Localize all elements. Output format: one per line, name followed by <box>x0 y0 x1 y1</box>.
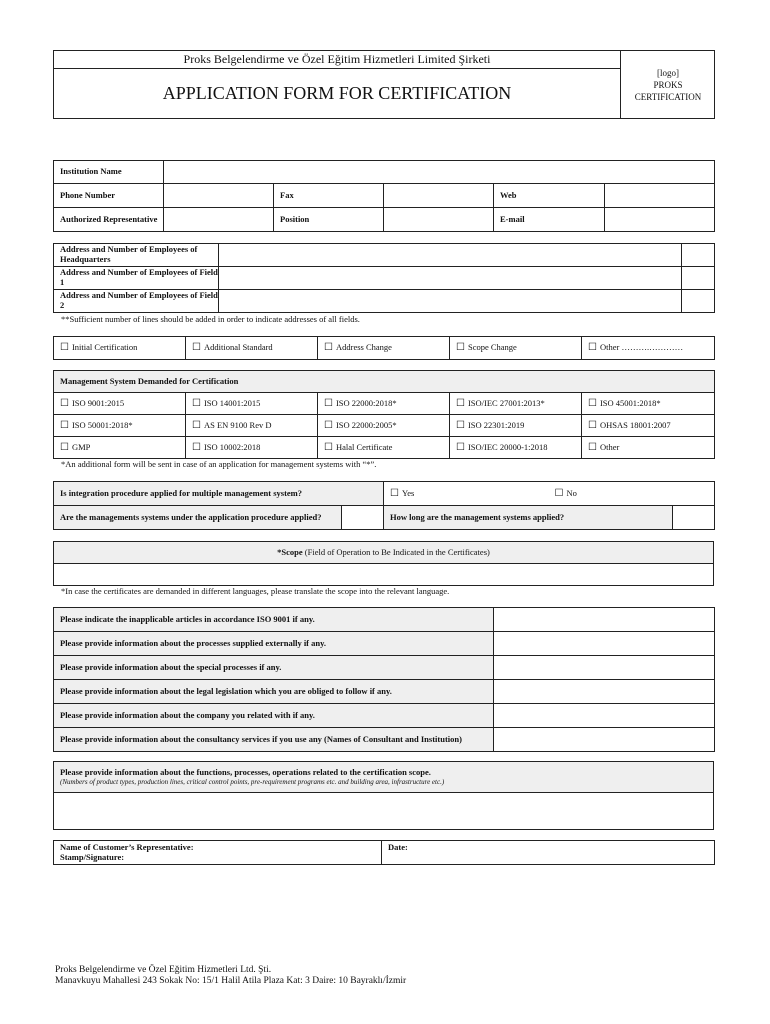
info-request-label: Please indicate the inapplicable articles in accordance ISO 9001 if any. <box>54 608 494 632</box>
integration-table <box>53 481 715 530</box>
checkbox-gmp[interactable]: ☐ GMP <box>54 437 186 459</box>
checkbox-iso-10002[interactable]: ☐ ISO 10002:2018 <box>186 437 318 459</box>
logo-placeholder: [logo] <box>657 68 679 78</box>
checkbox-other-application[interactable]: ☐ Other ……….………… <box>582 337 715 360</box>
phone-field[interactable] <box>164 184 274 208</box>
checkbox-ohsas-18001[interactable]: ☐ OHSAS 18001:2007 <box>582 415 715 437</box>
web-field[interactable] <box>605 184 715 208</box>
applied-answer-field[interactable] <box>342 506 384 530</box>
form-header <box>53 50 715 119</box>
scope-title: *Scope <box>277 546 303 557</box>
checkbox-iso-20000[interactable]: ☐ ISO/IEC 20000-1:2018 <box>450 437 582 459</box>
checkbox-iso-22000-2005[interactable]: ☐ ISO 22000:2005* <box>318 415 450 437</box>
hq-employees-field[interactable] <box>682 244 715 267</box>
representative-signature-cell[interactable] <box>54 841 382 865</box>
info-request-field[interactable] <box>494 680 715 704</box>
checkbox-additional-standard[interactable]: ☐ Additional Standard <box>186 337 318 360</box>
info-requests-table <box>53 607 715 752</box>
scope-field[interactable] <box>54 564 714 586</box>
email-field[interactable] <box>605 208 715 232</box>
checkbox-initial-certification[interactable]: ☐ Initial Certification <box>54 337 186 360</box>
info-request-field[interactable] <box>494 608 715 632</box>
scope-header <box>54 542 714 564</box>
info-request-field[interactable] <box>494 704 715 728</box>
fax-label: Fax <box>274 184 384 208</box>
application-type-table <box>53 336 715 360</box>
checkbox-no[interactable]: ☐ No <box>549 482 715 506</box>
functions-title: Please provide information about the functions, processes, operations related to the certification scope. <box>60 767 431 778</box>
institution-name-label: Institution Name <box>54 161 164 184</box>
footer-address: Manavkuyu Mahallesi 243 Sokak No: 15/1 Halil Atila Plaza Kat: 3 Daire: 10 Bayraklı/İzmir <box>55 976 407 986</box>
checkbox-iso-45001[interactable]: ☐ ISO 45001:2018* <box>582 393 715 415</box>
functions-table <box>53 761 714 830</box>
info-request-field[interactable] <box>494 656 715 680</box>
position-label: Position <box>274 208 384 232</box>
address-table <box>53 243 715 313</box>
field2-address-field[interactable] <box>219 290 682 313</box>
functions-field[interactable] <box>54 793 714 830</box>
customer-representative-label: Name of Customer’s Representative: <box>60 842 194 852</box>
footer-company: Proks Belgelendirme ve Özel Eğitim Hizmetleri Ltd. Şti. <box>55 965 272 975</box>
checkbox-yes[interactable]: ☐ Yes <box>384 482 549 506</box>
hq-address-field[interactable] <box>219 244 682 267</box>
signature-table <box>53 840 715 865</box>
how-long-field[interactable] <box>673 506 715 530</box>
logo-text-2: CERTIFICATION <box>634 92 702 102</box>
scope-table <box>53 541 714 586</box>
functions-subtitle: (Numbers of product types, production lines, critical control points, pre-requirement programs etc. and building area, infrastructure etc.) <box>60 777 445 786</box>
stamp-signature-label: Stamp/Signature: <box>60 851 125 862</box>
checkbox-iso-9001[interactable]: ☐ ISO 9001:2015 <box>54 393 186 415</box>
info-request-label: Please provide information about the company you related with if any. <box>54 704 494 728</box>
hq-address-label: Address and Number of Employees of Headquarters <box>54 244 219 267</box>
checkbox-iso-22301[interactable]: ☐ ISO 22301:2019 <box>450 415 582 437</box>
field1-employees-field[interactable] <box>682 267 715 290</box>
checkbox-other-system[interactable]: ☐ Other <box>582 437 715 459</box>
web-label: Web <box>494 184 605 208</box>
integration-question: Is integration procedure applied for multiple management system? <box>54 482 384 506</box>
info-request-label: Please provide information about the consultancy services if you use any (Names of Consultant and Institution) <box>54 728 494 752</box>
checkbox-halal[interactable]: ☐ Halal Certificate <box>318 437 450 459</box>
checkbox-as-en-9100[interactable]: ☐ AS EN 9100 Rev D <box>186 415 318 437</box>
management-systems-table <box>53 370 715 459</box>
institution-table <box>53 160 715 232</box>
info-request-field[interactable] <box>494 632 715 656</box>
company-name: Proks Belgelendirme ve Özel Eğitim Hizmetleri Limited Şirketi <box>54 51 620 69</box>
checkbox-iso-50001[interactable]: ☐ ISO 50001:2018* <box>54 415 186 437</box>
representative-field[interactable] <box>164 208 274 232</box>
logo-text-1: PROKS <box>653 80 683 90</box>
address-note: **Sufficient number of lines should be added in order to indicate addresses of all fields. <box>61 314 360 324</box>
functions-header <box>54 762 714 793</box>
footer <box>55 965 406 987</box>
fax-field[interactable] <box>384 184 494 208</box>
representative-label: Authorized Representative <box>54 208 164 232</box>
scope-note: *In case the certificates are demanded in different languages, please translate the scope into the relevant language. <box>61 586 450 596</box>
field1-address-label: Address and Number of Employees of Field 1 <box>54 267 219 290</box>
checkbox-address-change[interactable]: ☐ Address Change <box>318 337 450 360</box>
scope-subtitle: (Field of Operation to Be Indicated in the Certificates) <box>304 546 490 557</box>
field2-address-label: Address and Number of Employees of Field 2 <box>54 290 219 313</box>
page-title: APPLICATION FORM FOR CERTIFICATION <box>162 83 512 103</box>
checkbox-iso-14001[interactable]: ☐ ISO 14001:2015 <box>186 393 318 415</box>
info-request-field[interactable] <box>494 728 715 752</box>
info-request-label: Please provide information about the special processes if any. <box>54 656 494 680</box>
checkbox-iso-27001[interactable]: ☐ ISO/IEC 27001:2013* <box>450 393 582 415</box>
date-label: Date: <box>388 842 408 852</box>
position-field[interactable] <box>384 208 494 232</box>
phone-label: Phone Number <box>54 184 164 208</box>
management-systems-header: Management System Demanded for Certification <box>54 371 715 393</box>
info-request-label: Please provide information about the legal legislation which you are obliged to follow if any. <box>54 680 494 704</box>
management-note: *An additional form will be sent in case of an application for management systems with “*”. <box>61 459 377 469</box>
date-cell[interactable] <box>382 841 715 865</box>
applied-question: Are the managements systems under the application procedure applied? <box>54 506 342 530</box>
checkbox-iso-22000-2018[interactable]: ☐ ISO 22000:2018* <box>318 393 450 415</box>
email-label: E-mail <box>494 208 605 232</box>
institution-name-field[interactable] <box>164 161 715 184</box>
logo-box <box>620 51 715 118</box>
info-request-label: Please provide information about the processes supplied externally if any. <box>54 632 494 656</box>
checkbox-scope-change[interactable]: ☐ Scope Change <box>450 337 582 360</box>
field1-address-field[interactable] <box>219 267 682 290</box>
how-long-question: How long are the management systems applied? <box>384 506 673 530</box>
field2-employees-field[interactable] <box>682 290 715 313</box>
